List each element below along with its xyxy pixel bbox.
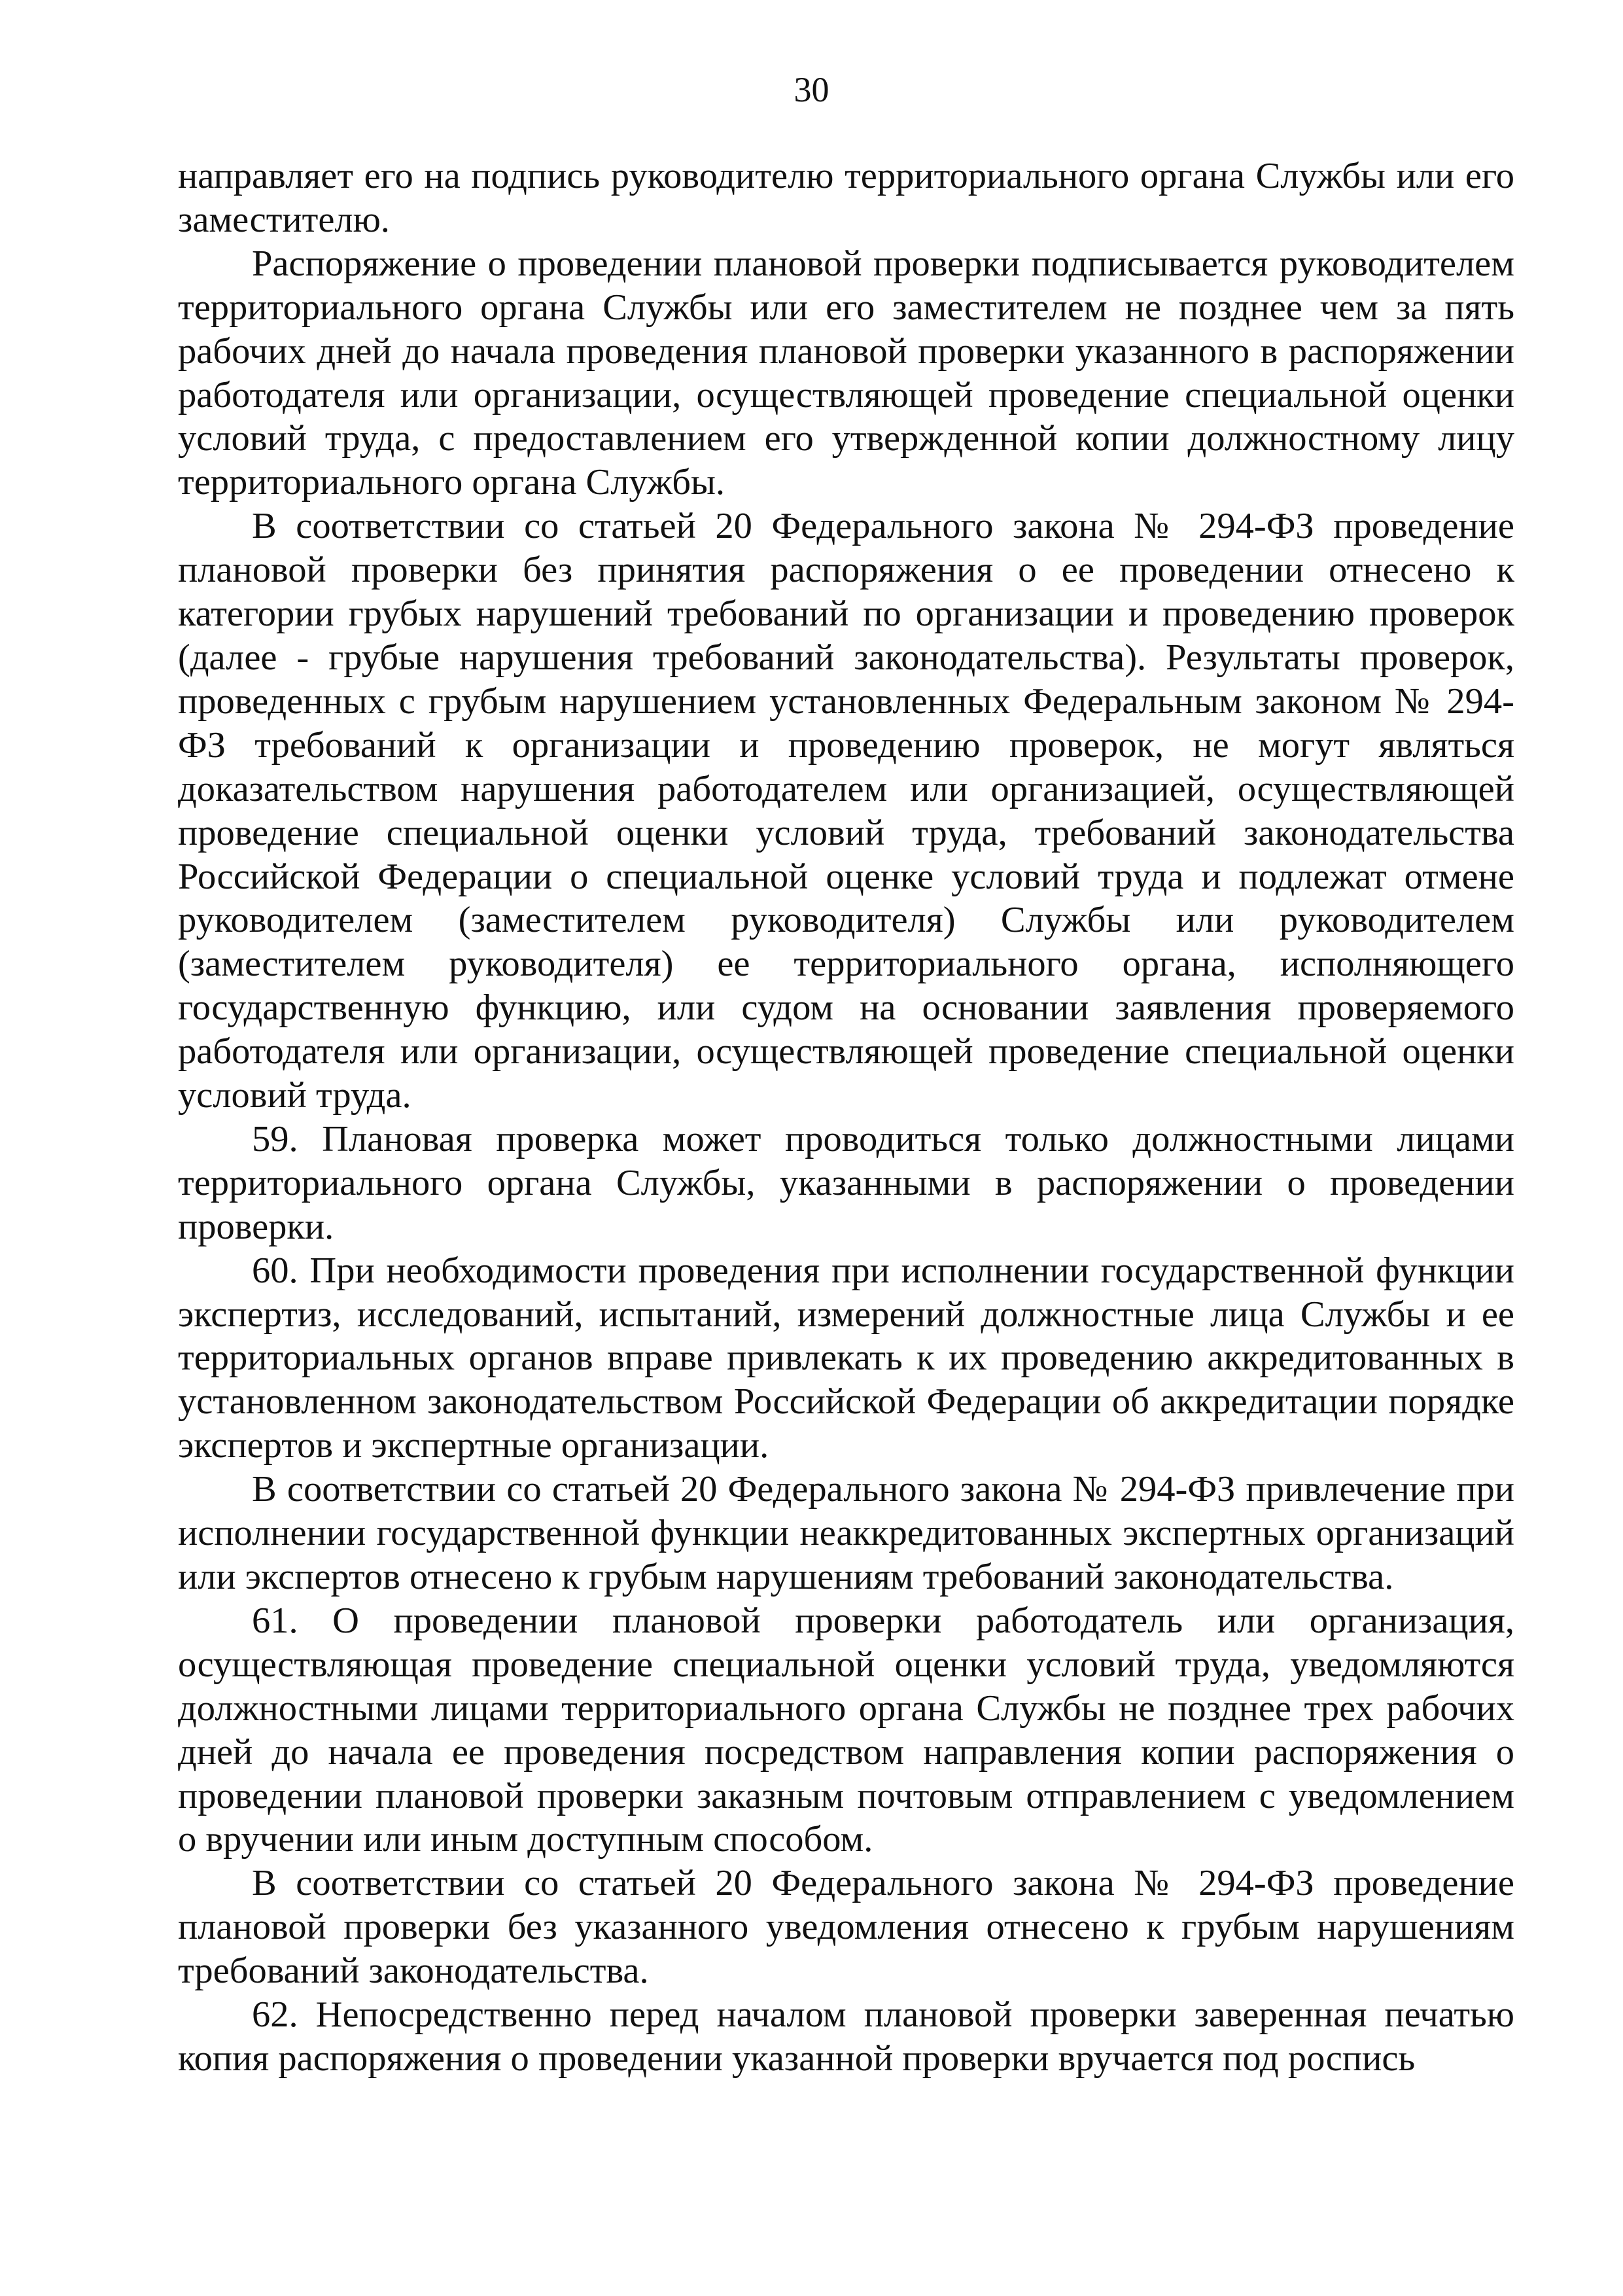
paragraph-item-60: 60. При необходимости проведения при исполнении государственной функции экспертиз, исследований, испытаний, измерений должностные лица Службы и ее территориальных органов вправе привлекать к их проведению аккредитованных в установленном законодательством Российской Федерации об аккредитации порядке экспертов и экспертные организации. xyxy=(178,1250,1514,1466)
paragraph-item-59: 59. Плановая проверка может проводиться только должностными лицами территориального органа Службы, указанными в распоряжении о проведении проверки. xyxy=(178,1118,1514,1247)
paragraph-order-signing: Распоряжение о проведении плановой проверки подписывается руководителем территориального органа Службы или его заместителем не позднее чем за пять рабочих дней до начала проведения плановой проверки указанного в распоряжении работодателя или организации, осуществляющей проведение специальной оценки условий труда, с предоставлением его утвержденной копии должностному лицу территориального органа Службы. xyxy=(178,243,1514,503)
page-number: 30 xyxy=(794,70,829,109)
paragraph-no-notification: В соответствии со статьей 20 Федерального закона № 294-ФЗ проведение плановой проверки без указанного уведомления отнесено к грубым нарушениям требований законодательства. xyxy=(178,1863,1514,1992)
paragraph-gross-violations: В соответствии со статьей 20 Федерального закона № 294-ФЗ проведение плановой проверки без принятия распоряжения о ее проведении отнесено к категории грубых нарушений требований по организации и проведению проверок (далее - грубые нарушения требований законодательства). Результаты проверок, проведенных с грубым нарушением установленных Федеральным законом № 294-ФЗ требований к организации и проведению проверок, не могут являться доказательством нарушения работодателем или организацией, осуществляющей проведение специальной оценки условий труда, требований законодательства Российской Федерации о специальной оценке условий труда и подлежат отмене руководителем (заместителем руководителя) Службы или руководителем (заместителем руководителя) ее территориального органа, исполняющего государственную функцию, или судом на основании заявления проверяемого работодателя или организации, осуществляющей проведение специальной оценки условий труда. xyxy=(178,506,1514,1116)
paragraph-continuation: направляет его на подпись руководителю территориального органа Службы или его заместителю. xyxy=(178,156,1514,240)
paragraph-item-61: 61. О проведении плановой проверки работодатель или организация, осуществляющая проведение специальной оценки условий труда, уведомляются должностными лицами территориального органа Службы не позднее трех рабочих дней до начала ее проведения посредством направления копии распоряжения о проведении плановой проверки заказным почтовым отправлением с уведомлением о вручении или иным доступным способом. xyxy=(178,1600,1514,1860)
document-body xyxy=(178,154,1514,2081)
paragraph-unaccredited-experts: В соответствии со статьей 20 Федерального закона № 294-ФЗ привлечение при исполнении государственной функции неаккредитованных экспертных организаций или экспертов отнесено к грубым нарушениям требований законодательства. xyxy=(178,1469,1514,1597)
paragraph-item-62: 62. Непосредственно перед началом плановой проверки заверенная печатью копия распоряжения о проведении указанной проверки вручается под роспись xyxy=(178,1994,1514,2079)
